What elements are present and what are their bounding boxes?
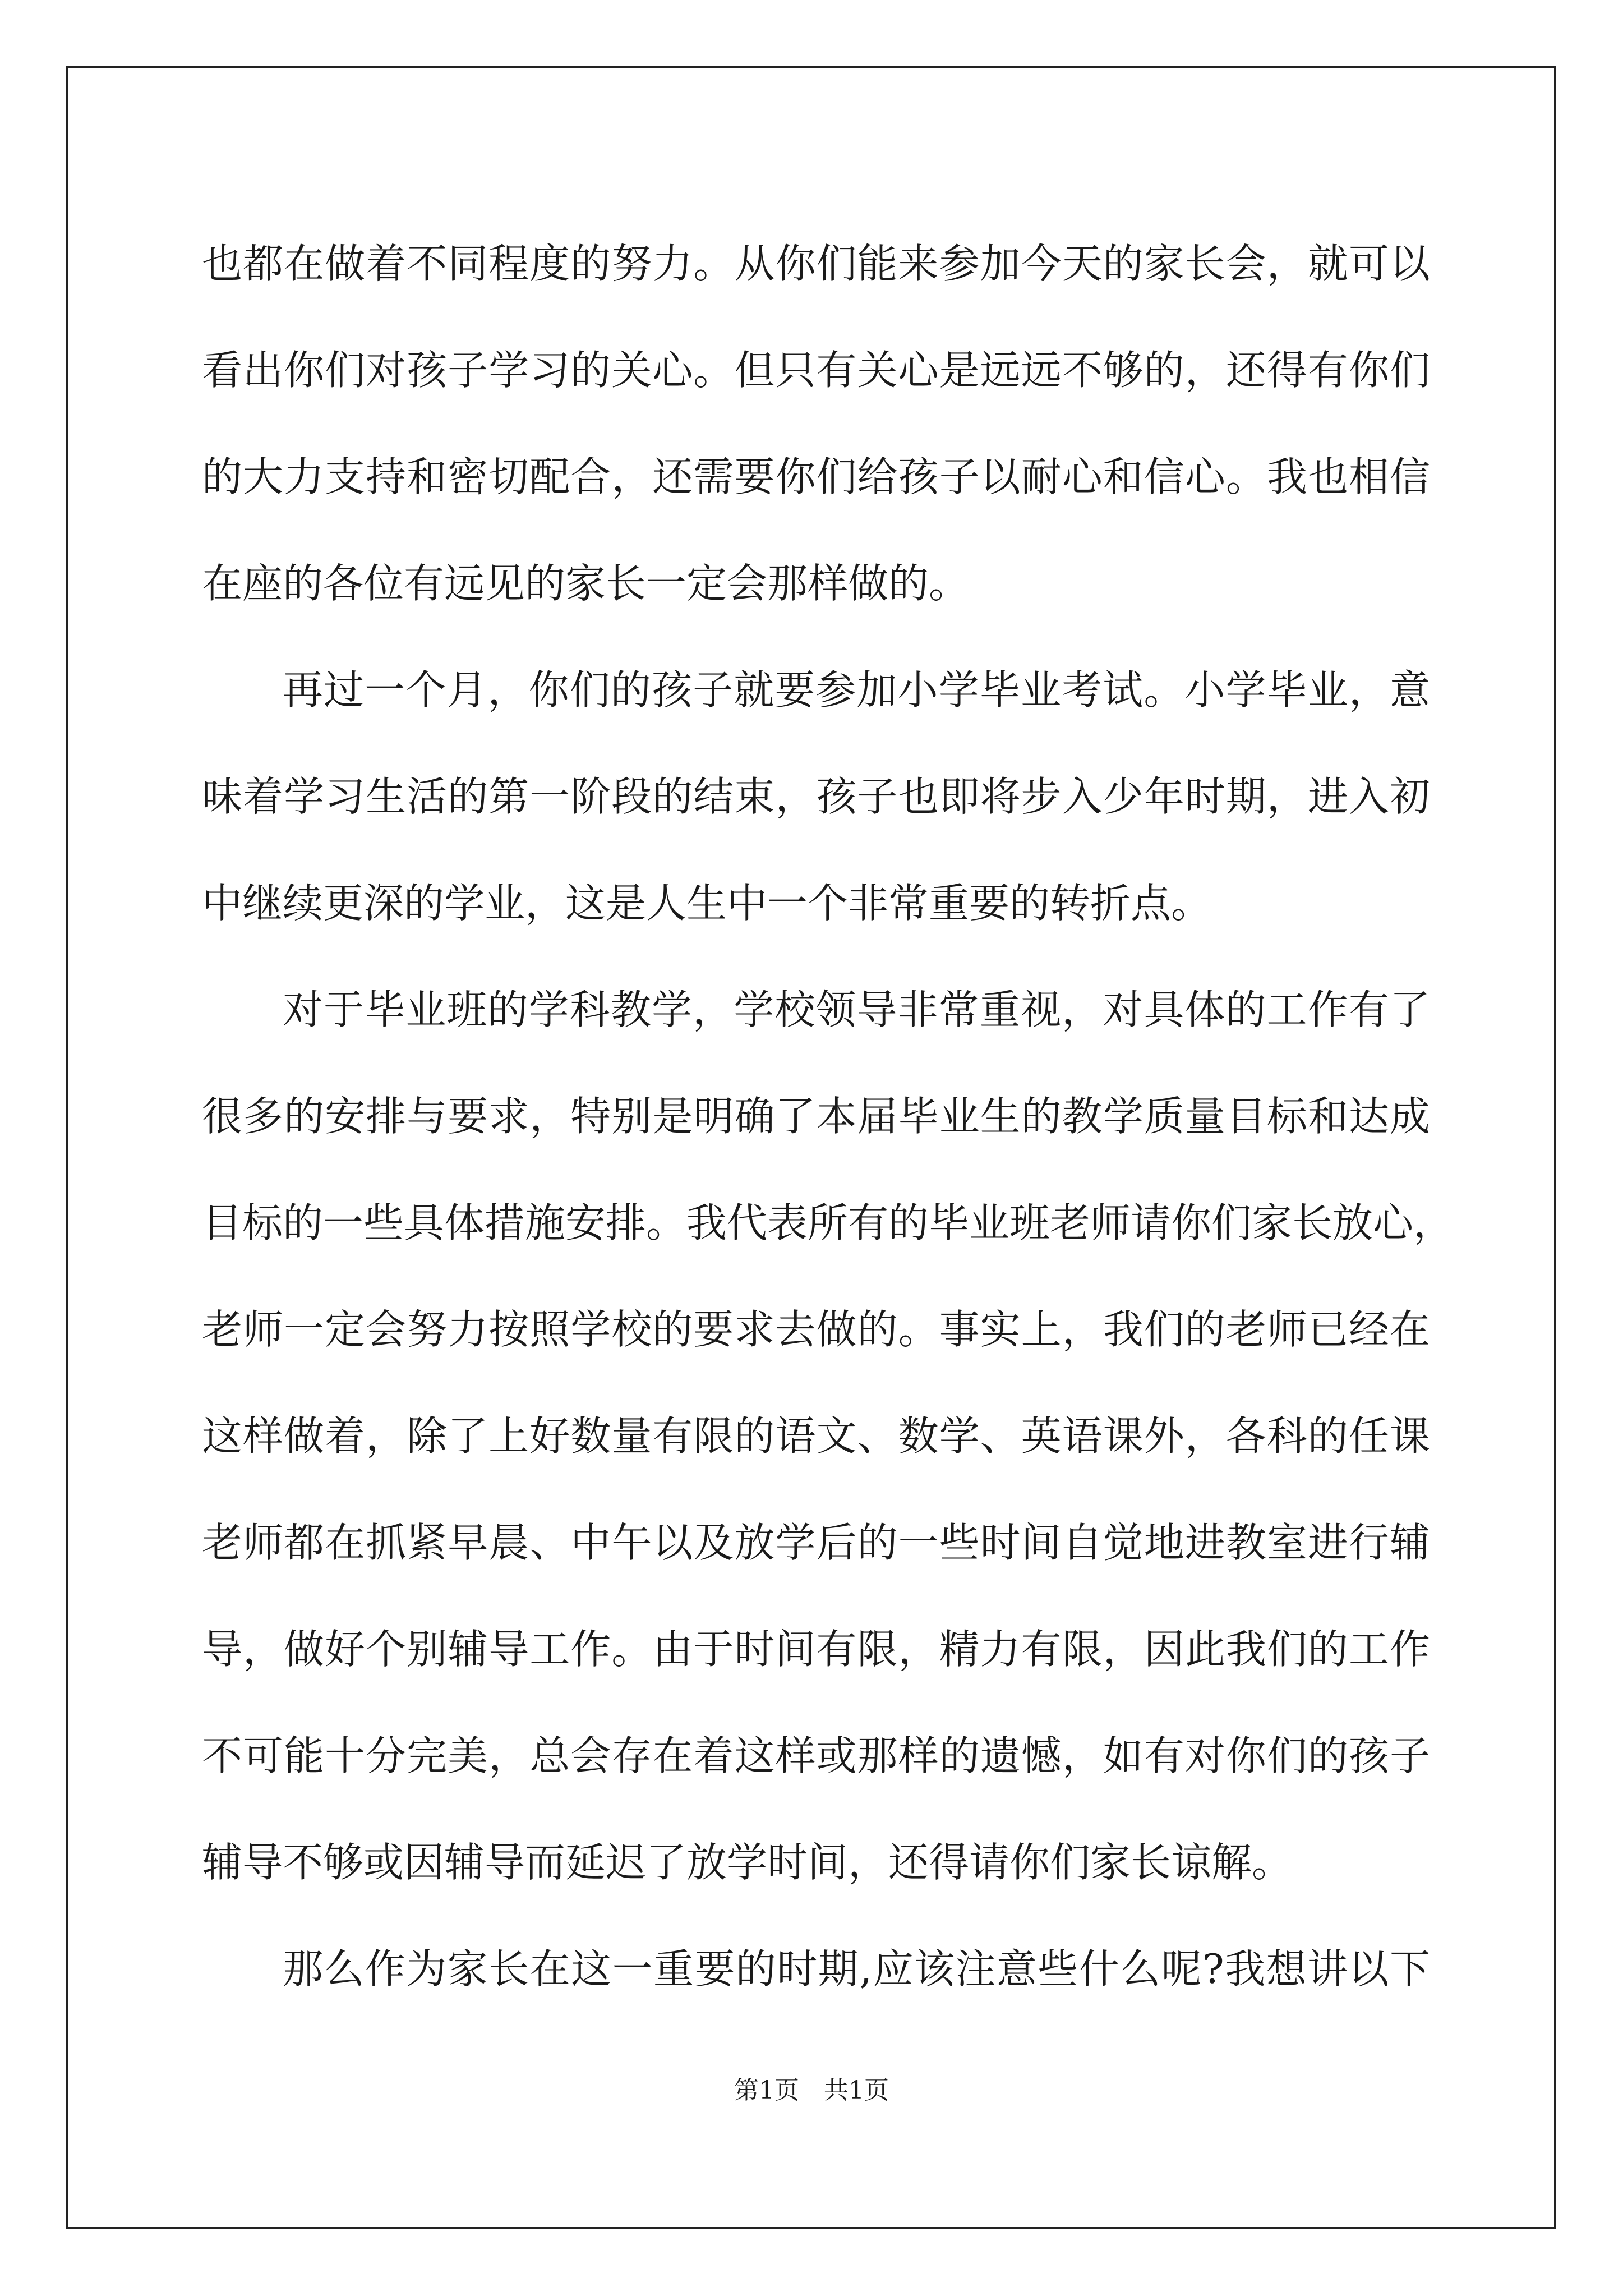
text-line: 看出你们对孩子学习的关心。但只有关心是远远不够的，还得有你们 — [202, 347, 1430, 394]
text-line: 的大力支持和密切配合，还需要你们给孩子以耐心和信心。我也相信 — [202, 453, 1430, 500]
text-line: 导，做好个别辅导工作。由于时间有限，精力有限，因此我们的工作 — [202, 1626, 1430, 1673]
text-line: 老师都在抓紧早晨、中午以及放学后的一些时间自觉地进教室进行辅 — [202, 1519, 1430, 1566]
text-line: 那么作为家长在这一重要的时期,应该注意些什么呢?我想讲以下 — [283, 1945, 1430, 1993]
text-line: 目标的一些具体措施安排。我代表所有的毕业班老师请你们家长放心， — [202, 1199, 1454, 1246]
text-line: 味着学习生活的第一阶段的结束，孩子也即将步入少年时期，进入初 — [202, 773, 1430, 820]
text-line: 这样做着，除了上好数量有限的语文、数学、英语课外，各科的任课 — [202, 1412, 1430, 1460]
page-number-footer: 第1页 共1页 — [734, 2076, 889, 2105]
text-line: 在座的各位有远见的家长一定会那样做的。 — [202, 560, 970, 607]
text-line: 很多的安排与要求，特别是明确了本届毕业生的教学质量目标和达成 — [202, 1093, 1430, 1140]
document-body — [202, 210, 1454, 2022]
text-line: 不可能十分完美，总会存在着这样或那样的遗憾，如有对你们的孩子 — [202, 1732, 1430, 1779]
text-line: 对于毕业班的学科教学，学校领导非常重视，对具体的工作有了 — [283, 986, 1430, 1033]
text-line: 再过一个月，你们的孩子就要参加小学毕业考试。小学毕业，意 — [283, 666, 1430, 714]
text-line: 老师一定会努力按照学校的要求去做的。事实上，我们的老师已经在 — [202, 1306, 1430, 1353]
text-line: 也都在做着不同程度的努力。从你们能来参加今天的家长会，就可以 — [202, 240, 1430, 287]
text-line: 辅导不够或因辅导而延迟了放学时间，还得请你们家长谅解。 — [202, 1839, 1293, 1886]
text-line: 中继续更深的学业，这是人生中一个非常重要的转折点。 — [202, 880, 1212, 927]
